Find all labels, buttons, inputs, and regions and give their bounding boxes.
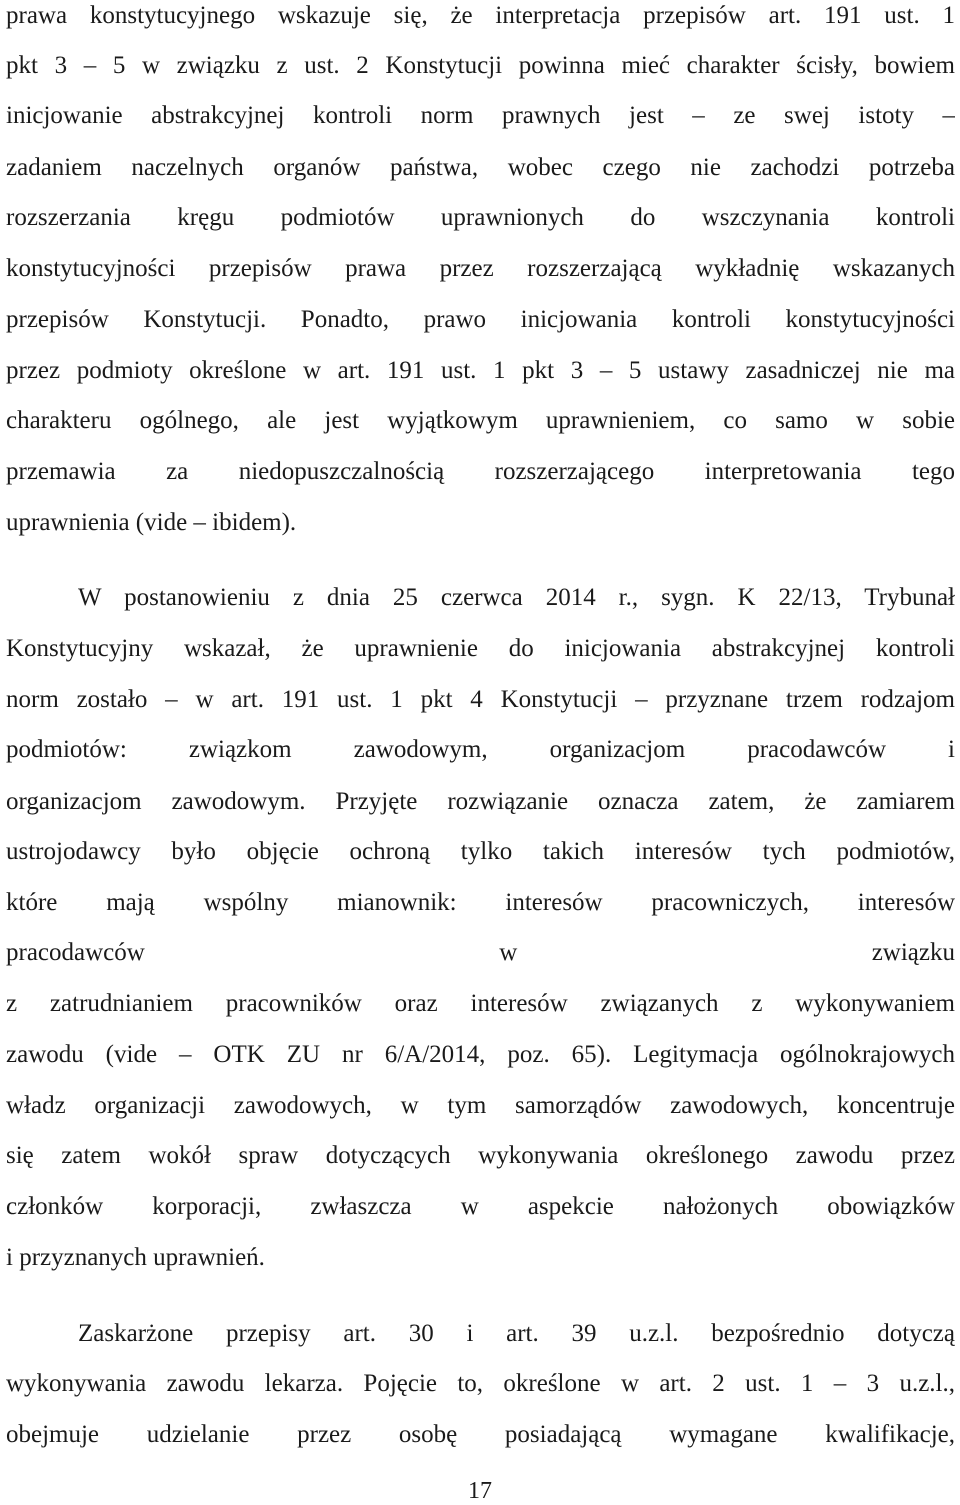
- text-line: i przyznanych uprawnień.: [6, 1244, 265, 1271]
- text-line: z zatrudnianiem pracowników oraz interesów związanych z wykonywaniem: [6, 990, 955, 1017]
- text-line: W postanowieniu z dnia 25 czerwca 2014 r., sygn. K 22/13, Trybunał: [78, 584, 955, 611]
- text-line: ustrojodawcy było objęcie ochroną tylko takich interesów tych podmiotów,: [6, 838, 955, 865]
- text-line: Zaskarżone przepisy art. 30 i art. 39 u.z.l. bezpośrednio dotyczą: [78, 1320, 955, 1347]
- text-line: norm zostało – w art. 191 ust. 1 pkt 4 Konstytucji – przyznane trzem rodzajom: [6, 686, 955, 713]
- text-line: podmiotów: związkom zawodowym, organizacjom pracodawców i: [6, 736, 955, 763]
- text-line: obejmuje udzielanie przez osobę posiadającą wymagane kwalifikacje,: [6, 1421, 955, 1448]
- text-line: przez podmioty określone w art. 191 ust. 1 pkt 3 – 5 ustawy zasadniczej nie ma: [6, 357, 955, 384]
- text-line: przemawia za niedopuszczalnością rozszerzającego interpretowania tego: [6, 458, 955, 485]
- text-line: pracodawców w związku: [6, 939, 955, 966]
- text-line: się zatem wokół spraw dotyczących wykonywania określonego zawodu przez: [6, 1142, 955, 1169]
- text-line: inicjowanie abstrakcyjnej kontroli norm prawnych jest – ze swej istoty –: [6, 102, 955, 129]
- text-line: organizacjom zawodowym. Przyjęte rozwiązanie oznacza zatem, że zamiarem: [6, 788, 955, 815]
- text-line: charakteru ogólnego, ale jest wyjątkowym uprawnieniem, co samo w sobie: [6, 407, 955, 434]
- text-line: które mają wspólny mianownik: interesów pracowniczych, interesów: [6, 889, 955, 916]
- text-line: pkt 3 – 5 w związku z ust. 2 Konstytucji powinna mieć charakter ścisły, bowiem: [6, 52, 955, 79]
- text-line: konstytucyjności przepisów prawa przez rozszerzającą wykładnię wskazanych: [6, 255, 955, 282]
- text-line: Konstytucyjny wskazał, że uprawnienie do inicjowania abstrakcyjnej kontroli: [6, 635, 955, 662]
- page-number: 17: [468, 1478, 492, 1504]
- text-line: rozszerzania kręgu podmiotów uprawnionych do wszczynania kontroli: [6, 204, 955, 231]
- text-line: uprawnienia (vide – ibidem).: [6, 509, 297, 536]
- text-line: zawodu (vide – OTK ZU nr 6/A/2014, poz. 65). Legitymacja ogólnokrajowych: [6, 1041, 955, 1068]
- text-line: członków korporacji, zwłaszcza w aspekcie nałożonych obowiązków: [6, 1193, 955, 1220]
- text-line: wykonywania zawodu lekarza. Pojęcie to, określone w art. 2 ust. 1 – 3 u.z.l.,: [6, 1370, 955, 1397]
- text-line: zadaniem naczelnych organów państwa, wobec czego nie zachodzi potrzeba: [6, 154, 955, 181]
- text-line: przepisów Konstytucji. Ponadto, prawo inicjowania kontroli konstytucyjności: [6, 306, 955, 333]
- text-line: władz organizacji zawodowych, w tym samorządów zawodowych, koncentruje: [6, 1092, 955, 1119]
- text-line: prawa konstytucyjnego wskazuje się, że interpretacja przepisów art. 191 ust. 1: [6, 2, 955, 29]
